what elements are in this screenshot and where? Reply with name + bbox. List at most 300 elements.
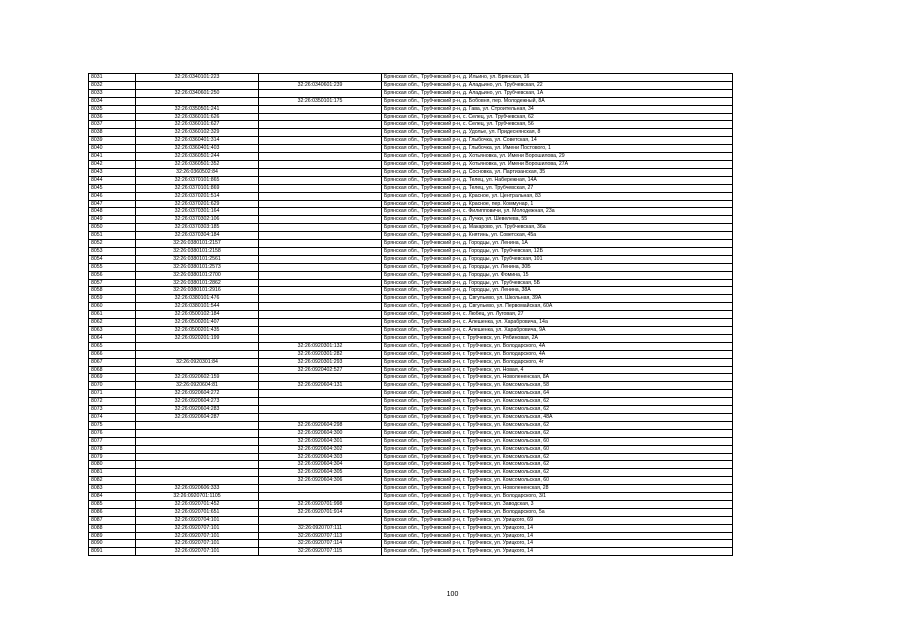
cadastral-number-cell: 32:26:0350501:241: [136, 105, 259, 113]
building-cadastral-number-cell: 32:26:0340601:239: [259, 81, 382, 89]
cadastral-number-cell: [136, 469, 259, 477]
address-cell: Брянская обл., Трубчевский р-н, д. Городцы, ул. Трубчевская, 101: [382, 255, 733, 263]
registry-table-body: [89, 74, 733, 556]
building-cadastral-number-cell: [259, 485, 382, 493]
row-number-cell: 8064: [89, 334, 136, 342]
building-cadastral-number-cell: 32:26:0920402:527: [259, 366, 382, 374]
address-cell: Брянская обл., Трубчевский р-н, д. Глыбочка, ул. Имени Постового, 1: [382, 145, 733, 153]
address-cell: Брянская обл., Трубчевский р-н, с. Селец, ул. Трубчевская, 62: [382, 113, 733, 121]
cadastral-number-cell: 32:26:0920704:101: [136, 516, 259, 524]
row-number-cell: 8080: [89, 461, 136, 469]
cadastral-number-cell: 32:26:0380101:2700: [136, 271, 259, 279]
row-number-cell: 8047: [89, 200, 136, 208]
row-number-cell: 8068: [89, 366, 136, 374]
address-cell: Брянская обл., Трубчевский р-н, г. Трубчевск, ул. Комсомольская, 62: [382, 453, 733, 461]
building-cadastral-number-cell: [259, 121, 382, 129]
table-row: [89, 524, 733, 532]
cadastral-number-cell: 32:26:0920602:159: [136, 374, 259, 382]
cadastral-number-cell: [136, 366, 259, 374]
table-row: [89, 303, 733, 311]
cadastral-number-cell: 32:26:0360401:403: [136, 145, 259, 153]
cadastral-number-cell: 32:26:0920606:333: [136, 485, 259, 493]
cadastral-number-cell: 32:26:0920701:651: [136, 508, 259, 516]
building-cadastral-number-cell: [259, 327, 382, 335]
row-number-cell: 8085: [89, 500, 136, 508]
building-cadastral-number-cell: 32:26:0920301:293: [259, 358, 382, 366]
building-cadastral-number-cell: [259, 89, 382, 97]
table-row: [89, 271, 733, 279]
registry-table: [88, 73, 733, 556]
building-cadastral-number-cell: 32:26:0920301:282: [259, 350, 382, 358]
row-number-cell: 8081: [89, 469, 136, 477]
building-cadastral-number-cell: [259, 319, 382, 327]
row-number-cell: 8055: [89, 263, 136, 271]
row-number-cell: 8074: [89, 413, 136, 421]
building-cadastral-number-cell: [259, 240, 382, 248]
row-number-cell: 8067: [89, 358, 136, 366]
table-row: [89, 105, 733, 113]
row-number-cell: 8039: [89, 137, 136, 145]
row-number-cell: 8050: [89, 224, 136, 232]
cadastral-number-cell: [136, 342, 259, 350]
address-cell: Брянская обл., Трубчевский р-н, г. Трубчевск, ул. Рябиновая, 2А: [382, 334, 733, 342]
table-row: [89, 208, 733, 216]
building-cadastral-number-cell: [259, 303, 382, 311]
cadastral-number-cell: 32:26:0380101:544: [136, 303, 259, 311]
building-cadastral-number-cell: [259, 160, 382, 168]
cadastral-number-cell: 32:26:0360501:352: [136, 160, 259, 168]
address-cell: Брянская обл., Трубчевский р-н, г. Трубчевск, ул. Урицкого, 69: [382, 516, 733, 524]
building-cadastral-number-cell: [259, 263, 382, 271]
table-row: [89, 121, 733, 129]
cadastral-number-cell: 32:26:0360101:627: [136, 121, 259, 129]
building-cadastral-number-cell: [259, 113, 382, 121]
table-row: [89, 160, 733, 168]
table-row: [89, 319, 733, 327]
row-number-cell: 8063: [89, 327, 136, 335]
address-cell: Брянская обл., Трубчевский р-н, д. Аладьино, ул. Трубчевская, 22: [382, 81, 733, 89]
cadastral-number-cell: 32:26:0920701:452: [136, 500, 259, 508]
table-row: [89, 382, 733, 390]
table-row: [89, 232, 733, 240]
building-cadastral-number-cell: [259, 493, 382, 501]
cadastral-number-cell: 32:26:0380101:2573: [136, 263, 259, 271]
cadastral-number-cell: [136, 437, 259, 445]
row-number-cell: 8033: [89, 89, 136, 97]
cadastral-number-cell: 32:26:0380101:2157: [136, 240, 259, 248]
building-cadastral-number-cell: [259, 279, 382, 287]
address-cell: Брянская обл., Трубчевский р-н, г. Трубчевск, ул. Урицкого, 14: [382, 540, 733, 548]
table-row: [89, 216, 733, 224]
table-row: [89, 350, 733, 358]
cadastral-number-cell: [136, 81, 259, 89]
address-cell: Брянская обл., Трубчевский р-н, г. Трубчевск, ул. Комсомольская, 64: [382, 390, 733, 398]
table-row: [89, 192, 733, 200]
cadastral-number-cell: 32:26:0920707:101: [136, 548, 259, 556]
building-cadastral-number-cell: [259, 255, 382, 263]
row-number-cell: 8077: [89, 437, 136, 445]
building-cadastral-number-cell: [259, 176, 382, 184]
cadastral-number-cell: [136, 453, 259, 461]
address-cell: Брянская обл., Трубчевский р-н, г. Трубчевск, ул. Володарского, 3/1: [382, 493, 733, 501]
row-number-cell: 8054: [89, 255, 136, 263]
building-cadastral-number-cell: [259, 129, 382, 137]
cadastral-number-cell: 32:26:0500201:407: [136, 319, 259, 327]
row-number-cell: 8037: [89, 121, 136, 129]
row-number-cell: 8072: [89, 398, 136, 406]
address-cell: Брянская обл., Трубчевский р-н, д. Бобовня, пер. Молодежный, 8А: [382, 97, 733, 105]
cadastral-number-cell: 32:26:0370201:514: [136, 192, 259, 200]
building-cadastral-number-cell: [259, 374, 382, 382]
cadastral-number-cell: [136, 429, 259, 437]
cadastral-number-cell: 32:26:0380101:2862: [136, 279, 259, 287]
building-cadastral-number-cell: [259, 105, 382, 113]
table-row: [89, 485, 733, 493]
table-row: [89, 508, 733, 516]
row-number-cell: 8041: [89, 153, 136, 161]
address-cell: Брянская обл., Трубчевский р-н, д. Хотьяновка, ул. Имени Ворошилова, 27А: [382, 160, 733, 168]
cadastral-number-cell: 32:26:0360501:244: [136, 153, 259, 161]
cadastral-number-cell: [136, 421, 259, 429]
row-number-cell: 8071: [89, 390, 136, 398]
building-cadastral-number-cell: [259, 200, 382, 208]
table-row: [89, 500, 733, 508]
address-cell: Брянская обл., Трубчевский р-н, г. Трубчевск, ул. Урицкого, 14: [382, 548, 733, 556]
cadastral-number-cell: 32:26:0340601:250: [136, 89, 259, 97]
address-cell: Брянская обл., Трубчевский р-н, д. Глыбочка, ул. Советская, 14: [382, 137, 733, 145]
address-cell: Брянская обл., Трубчевский р-н, д. Городцы, ул. Ленина, 38А: [382, 287, 733, 295]
cadastral-number-cell: 32:26:0920707:101: [136, 532, 259, 540]
cadastral-number-cell: 32:26:0380101:2158: [136, 247, 259, 255]
address-cell: Брянская обл., Трубчевский р-н, г. Трубчевск, ул. Комсомольская, 60: [382, 477, 733, 485]
row-number-cell: 8043: [89, 168, 136, 176]
cadastral-number-cell: [136, 461, 259, 469]
address-cell: Брянская обл., Трубчевский р-н, д. Хотьяновка, ул. Имени Ворошилова, 29: [382, 153, 733, 161]
address-cell: Брянская обл., Трубчевский р-н, д. Городцы, ул. Фомина, 15: [382, 271, 733, 279]
table-row: [89, 390, 733, 398]
address-cell: Брянская обл., Трубчевский р-н, с. Любец, ул. Луговая, 27: [382, 311, 733, 319]
cadastral-number-cell: 32:26:0340101:223: [136, 74, 259, 82]
cadastral-number-cell: 32:26:0360101:626: [136, 113, 259, 121]
cadastral-number-cell: [136, 350, 259, 358]
building-cadastral-number-cell: [259, 398, 382, 406]
building-cadastral-number-cell: [259, 168, 382, 176]
row-number-cell: 8069: [89, 374, 136, 382]
cadastral-number-cell: 32:26:0370101:865: [136, 176, 259, 184]
table-row: [89, 342, 733, 350]
building-cadastral-number-cell: [259, 224, 382, 232]
building-cadastral-number-cell: [259, 334, 382, 342]
table-row: [89, 311, 733, 319]
cadastral-number-cell: 32:26:0370304:184: [136, 232, 259, 240]
page-number: 100: [446, 591, 459, 598]
row-number-cell: 8079: [89, 453, 136, 461]
cadastral-number-cell: 32:26:0920707:101: [136, 540, 259, 548]
row-number-cell: 8031: [89, 74, 136, 82]
building-cadastral-number-cell: 32:26:0920301:132: [259, 342, 382, 350]
row-number-cell: 8078: [89, 445, 136, 453]
table-row: [89, 469, 733, 477]
table-row: [89, 176, 733, 184]
cadastral-number-cell: 32:26:0360102:329: [136, 129, 259, 137]
cadastral-number-cell: 32:26:0370101:869: [136, 184, 259, 192]
row-number-cell: 8040: [89, 145, 136, 153]
cadastral-number-cell: 32:26:0920701:1105: [136, 493, 259, 501]
row-number-cell: 8086: [89, 508, 136, 516]
building-cadastral-number-cell: [259, 145, 382, 153]
cadastral-number-cell: [136, 477, 259, 485]
address-cell: Брянская обл., Трубчевский р-н, д. Телец, ул. Трубчевская, 27: [382, 184, 733, 192]
building-cadastral-number-cell: [259, 153, 382, 161]
address-cell: Брянская обл., Трубчевский р-н, г. Трубчевск, ул. Комсомольская, 60: [382, 437, 733, 445]
building-cadastral-number-cell: 32:26:0920604:302: [259, 445, 382, 453]
table-row: [89, 398, 733, 406]
table-row: [89, 168, 733, 176]
table-row: [89, 74, 733, 82]
row-number-cell: 8032: [89, 81, 136, 89]
address-cell: Брянская обл., Трубчевский р-н, г. Трубчевск, ул. Комсомольская, 62: [382, 461, 733, 469]
building-cadastral-number-cell: [259, 516, 382, 524]
table-row: [89, 137, 733, 145]
cadastral-number-cell: 32:26:0380101:476: [136, 295, 259, 303]
row-number-cell: 8038: [89, 129, 136, 137]
address-cell: Брянская обл., Трубчевский р-н, д. Красное, ул. Центральная, 83: [382, 192, 733, 200]
building-cadastral-number-cell: [259, 311, 382, 319]
building-cadastral-number-cell: 32:26:0920604:301: [259, 437, 382, 445]
building-cadastral-number-cell: 32:26:0920701:998: [259, 500, 382, 508]
address-cell: Брянская обл., Трубчевский р-н, д. Гава, ул. Строительная, 34: [382, 105, 733, 113]
cadastral-number-cell: 32:26:0500201:435: [136, 327, 259, 335]
table-row: [89, 429, 733, 437]
row-number-cell: 8046: [89, 192, 136, 200]
row-number-cell: 8060: [89, 303, 136, 311]
row-number-cell: 8073: [89, 406, 136, 414]
address-cell: Брянская обл., Трубчевский р-н, г. Трубчевск, ул. Володарского, 4А: [382, 342, 733, 350]
address-cell: Брянская обл., Трубчевский р-н, д. Телец, ул. Набережная, 14А: [382, 176, 733, 184]
address-cell: Брянская обл., Трубчевский р-н, г. Трубчевск, ул. Новая, 4: [382, 366, 733, 374]
building-cadastral-number-cell: 32:26:0920707:111: [259, 524, 382, 532]
table-row: [89, 437, 733, 445]
table-row: [89, 240, 733, 248]
row-number-cell: 8049: [89, 216, 136, 224]
cadastral-number-cell: 32:26:0920604:287: [136, 413, 259, 421]
building-cadastral-number-cell: [259, 216, 382, 224]
table-row: [89, 89, 733, 97]
address-cell: Брянская обл., Трубчевский р-н, д. Сосновка, ул. Партизанская, 35: [382, 168, 733, 176]
cadastral-number-cell: 32:26:0380101:2561: [136, 255, 259, 263]
row-number-cell: 8048: [89, 208, 136, 216]
row-number-cell: 8059: [89, 295, 136, 303]
building-cadastral-number-cell: 32:26:0920604:300: [259, 429, 382, 437]
row-number-cell: 8053: [89, 247, 136, 255]
row-number-cell: 8083: [89, 485, 136, 493]
row-number-cell: 8091: [89, 548, 136, 556]
building-cadastral-number-cell: [259, 184, 382, 192]
address-cell: Брянская обл., Трубчевский р-н, д. Княтинь, ул. Советская, 45а: [382, 232, 733, 240]
address-cell: Брянская обл., Трубчевский р-н, г. Трубчевск, ул. Урицкого, 14: [382, 532, 733, 540]
building-cadastral-number-cell: 32:26:0920604:303: [259, 453, 382, 461]
building-cadastral-number-cell: 32:26:0920604:298: [259, 421, 382, 429]
address-cell: Брянская обл., Трубчевский р-н, с. Алешенка, ул. Харабровича, 9А: [382, 327, 733, 335]
building-cadastral-number-cell: [259, 406, 382, 414]
address-cell: Брянская обл., Трубчевский р-н, д. Ильино, ул. Брянская, 16: [382, 74, 733, 82]
cadastral-number-cell: 32:26:0920707:101: [136, 524, 259, 532]
table-row: [89, 406, 733, 414]
address-cell: Брянская обл., Трубчевский р-н, д. Городцы, ул. Ленина, 30Б: [382, 263, 733, 271]
building-cadastral-number-cell: 32:26:0920604:131: [259, 382, 382, 390]
address-cell: Брянская обл., Трубчевский р-н, г. Трубчевск, ул. Комсомольская, 62: [382, 398, 733, 406]
building-cadastral-number-cell: [259, 295, 382, 303]
cadastral-number-cell: 32:26:0360502:84: [136, 168, 259, 176]
address-cell: Брянская обл., Трубчевский р-н, г. Трубчевск, ул. Володарского, 4г: [382, 358, 733, 366]
cadastral-number-cell: 32:26:0920604:272: [136, 390, 259, 398]
table-row: [89, 184, 733, 192]
table-row: [89, 334, 733, 342]
table-row: [89, 548, 733, 556]
building-cadastral-number-cell: [259, 390, 382, 398]
address-cell: Брянская обл., Трубчевский р-н, д. Свгульево, ул. Первомайская, 60А: [382, 303, 733, 311]
building-cadastral-number-cell: 32:26:0920707:115: [259, 548, 382, 556]
table-row: [89, 247, 733, 255]
table-row: [89, 532, 733, 540]
cadastral-number-cell: [136, 445, 259, 453]
address-cell: Брянская обл., Трубчевский р-н, г. Трубчевск, ул. Володарского, 4А: [382, 350, 733, 358]
table-row: [89, 358, 733, 366]
row-number-cell: 8065: [89, 342, 136, 350]
building-cadastral-number-cell: [259, 413, 382, 421]
table-row: [89, 224, 733, 232]
building-cadastral-number-cell: 32:26:0350101:175: [259, 97, 382, 105]
building-cadastral-number-cell: [259, 232, 382, 240]
address-cell: Брянская обл., Трубчевский р-н, д. Городцы, ул. Ленина, 1А: [382, 240, 733, 248]
cadastral-number-cell: 32:26:0920301:84: [136, 358, 259, 366]
address-cell: Брянская обл., Трубчевский р-н, г. Трубчевск, ул. Комсомольская, 62: [382, 469, 733, 477]
row-number-cell: 8058: [89, 287, 136, 295]
row-number-cell: 8051: [89, 232, 136, 240]
building-cadastral-number-cell: 32:26:0920604:304: [259, 461, 382, 469]
building-cadastral-number-cell: [259, 271, 382, 279]
building-cadastral-number-cell: [259, 137, 382, 145]
row-number-cell: 8036: [89, 113, 136, 121]
row-number-cell: 8044: [89, 176, 136, 184]
row-number-cell: 8035: [89, 105, 136, 113]
cadastral-number-cell: 32:26:0370302:106: [136, 216, 259, 224]
cadastral-number-cell: 32:26:0500102:184: [136, 311, 259, 319]
row-number-cell: 8084: [89, 493, 136, 501]
row-number-cell: 8090: [89, 540, 136, 548]
building-cadastral-number-cell: [259, 74, 382, 82]
cadastral-number-cell: 32:26:0920604:283: [136, 406, 259, 414]
row-number-cell: 8052: [89, 240, 136, 248]
address-cell: Брянская обл., Трубчевский р-н, д. Аладьино, ул. Трубчевская, 1А: [382, 89, 733, 97]
address-cell: Брянская обл., Трубчевский р-н, г. Трубчевск, ул. Комсомольская, 62: [382, 421, 733, 429]
table-row: [89, 200, 733, 208]
table-row: [89, 295, 733, 303]
address-cell: Брянская обл., Трубчевский р-н, д. Макарово, ул. Трубчевская, 36а: [382, 224, 733, 232]
building-cadastral-number-cell: 32:26:0920604:306: [259, 477, 382, 485]
row-number-cell: 8034: [89, 97, 136, 105]
table-row: [89, 255, 733, 263]
address-cell: Брянская обл., Трубчевский р-н, с. Селец, ул. Трубчевская, 56: [382, 121, 733, 129]
table-row: [89, 145, 733, 153]
row-number-cell: 8066: [89, 350, 136, 358]
cadastral-number-cell: 32:26:0920201:199: [136, 334, 259, 342]
address-cell: Брянская обл., Трубчевский р-н, г. Трубчевск, ул. Новолененская, 28: [382, 485, 733, 493]
building-cadastral-number-cell: 32:26:0920707:113: [259, 532, 382, 540]
building-cadastral-number-cell: 32:26:0920604:305: [259, 469, 382, 477]
cadastral-number-cell: 32:26:0370201:629: [136, 200, 259, 208]
table-row: [89, 374, 733, 382]
address-cell: Брянская обл., Трубчевский р-н, г. Трубчевск, ул. Комсомольская, 62: [382, 406, 733, 414]
row-number-cell: 8045: [89, 184, 136, 192]
row-number-cell: 8061: [89, 311, 136, 319]
address-cell: Брянская обл., Трубчевский р-н, д. Удолье, ул. Придеснянская, 8: [382, 129, 733, 137]
address-cell: Брянская обл., Трубчевский р-н, с. Алешенка, ул. Харабровича, 14а: [382, 319, 733, 327]
table-row: [89, 413, 733, 421]
address-cell: Брянская обл., Трубчевский р-н, г. Трубчевск, ул. Комсомольская, 60: [382, 445, 733, 453]
row-number-cell: 8087: [89, 516, 136, 524]
row-number-cell: 8062: [89, 319, 136, 327]
table-row: [89, 113, 733, 121]
address-cell: Брянская обл., Трубчевский р-н, г. Трубчевск, ул. Комсомольская, 62: [382, 429, 733, 437]
row-number-cell: 8056: [89, 271, 136, 279]
table-row: [89, 516, 733, 524]
row-number-cell: 8076: [89, 429, 136, 437]
building-cadastral-number-cell: 32:26:0920701:914: [259, 508, 382, 516]
row-number-cell: 8082: [89, 477, 136, 485]
address-cell: Брянская обл., Трубчевский р-н, с. Филипповичи, ул. Молодежная, 23а: [382, 208, 733, 216]
address-cell: Брянская обл., Трубчевский р-н, д. Свгульево, ул. Школьная, 39А: [382, 295, 733, 303]
address-cell: Брянская обл., Трубчевский р-н, д. Городцы, ул. Трубчевская, 12Б: [382, 247, 733, 255]
address-cell: Брянская обл., Трубчевский р-н, г. Трубчевск, ул. Комсомольская, 48А: [382, 413, 733, 421]
building-cadastral-number-cell: [259, 208, 382, 216]
table-row: [89, 153, 733, 161]
address-cell: Брянская обл., Трубчевский р-н, д. Городцы, ул. Трубчевская, 5Б: [382, 279, 733, 287]
table-row: [89, 97, 733, 105]
building-cadastral-number-cell: [259, 247, 382, 255]
table-row: [89, 493, 733, 501]
table-row: [89, 366, 733, 374]
building-cadastral-number-cell: [259, 192, 382, 200]
address-cell: Брянская обл., Трубчевский р-н, г. Трубчевск, ул. Новолененская, 8А: [382, 374, 733, 382]
table-row: [89, 453, 733, 461]
address-cell: Брянская обл., Трубчевский р-н, г. Трубчевск, ул. Заводская, 3: [382, 500, 733, 508]
cadastral-number-cell: 32:26:0920604:273: [136, 398, 259, 406]
cadastral-number-cell: [136, 97, 259, 105]
cadastral-number-cell: 32:26:0370301:164: [136, 208, 259, 216]
cadastral-number-cell: 32:26:0380101:2916: [136, 287, 259, 295]
cadastral-number-cell: 32:26:0370303:185: [136, 224, 259, 232]
table-row: [89, 421, 733, 429]
table-row: [89, 327, 733, 335]
table-row: [89, 540, 733, 548]
address-cell: Брянская обл., Трубчевский р-н, г. Трубчевск, ул. Комсомольская, 58: [382, 382, 733, 390]
cadastral-number-cell: 32:26:0920604:81: [136, 382, 259, 390]
table-row: [89, 477, 733, 485]
table-row: [89, 129, 733, 137]
table-row: [89, 445, 733, 453]
table-row: [89, 287, 733, 295]
address-cell: Брянская обл., Трубчевский р-н, д. Лучки, ул. Шевелева, 55: [382, 216, 733, 224]
address-cell: Брянская обл., Трубчевский р-н, г. Трубчевск, ул. Урицкого, 14: [382, 524, 733, 532]
table-row: [89, 81, 733, 89]
address-cell: Брянская обл., Трубчевский р-н, г. Трубчевск, ул. Володарского, 5а: [382, 508, 733, 516]
address-cell: Брянская обл., Трубчевский р-н, д. Красное, пер. Коммунар, 1: [382, 200, 733, 208]
row-number-cell: 8070: [89, 382, 136, 390]
table-row: [89, 461, 733, 469]
row-number-cell: 8042: [89, 160, 136, 168]
row-number-cell: 8057: [89, 279, 136, 287]
